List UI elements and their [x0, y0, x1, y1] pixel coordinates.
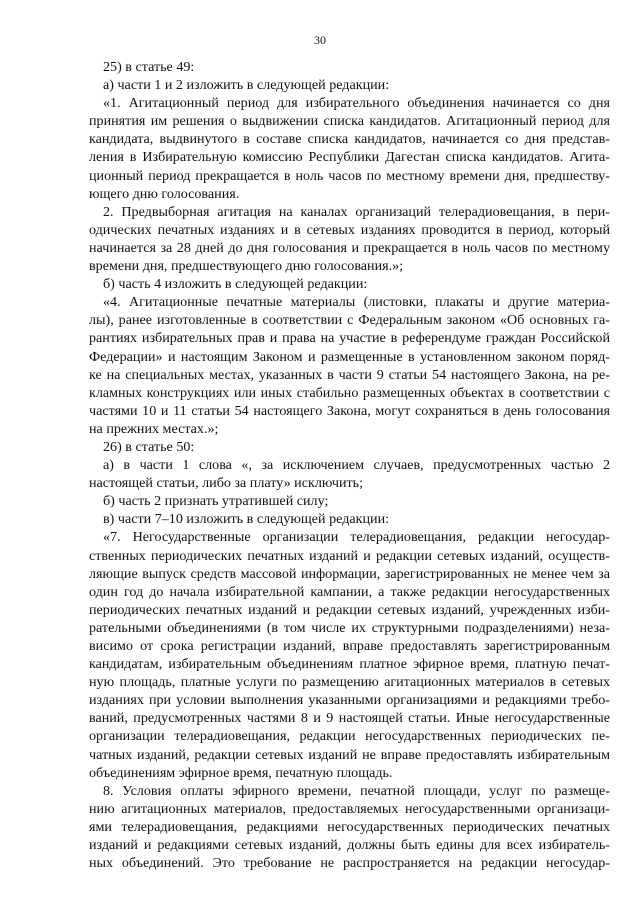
- text-line: в) части 7–10 изложить в следующей редакции:: [103, 511, 390, 528]
- text-line: а) части 1 и 2 изложить в следующей редакции:: [103, 77, 390, 94]
- text-line: кламных конструкциях или иных стабильно размещенных объектах в соответствии с: [89, 384, 610, 401]
- text-line: ваний, предусмотренных частями 8 и 9 настоящей статьи. Иные негосударственные: [89, 710, 610, 727]
- text-line: настоящей статьи, либо за плату» исключить;: [89, 475, 363, 492]
- text-line: ющего дню голосования.: [89, 185, 240, 202]
- text-line: 2. Предвыборная агитация на каналах организаций телерадиовещания, в пери-: [103, 203, 610, 220]
- text-line: 25) в статье 49:: [103, 59, 195, 75]
- text-line: нию агитационных материалов, предоставляемых негосударственными организаци-: [89, 800, 610, 817]
- text-line: ную площадь, платные услуги по размещению агитационных материалов в сетевых: [89, 674, 610, 691]
- text-line: времени дня, предшествующего дню голосования.»;: [89, 258, 404, 275]
- text-line: а) в части 1 слова «, за исключением случаев, предусмотренных частью 2: [103, 457, 610, 474]
- text-line: рантиях избирательных прав и права на участие в референдуме граждан Российской: [89, 330, 610, 347]
- text-line: чатных изданий, редакции сетевых изданий не вправе предоставлять избирательным: [89, 746, 610, 763]
- text-line: периодических печатных изданий и редакции сетевых изданий, учрежденных изби-: [89, 601, 610, 618]
- text-line: ляющие выпуск средств массовой информации, зарегистрированных не менее чем за: [89, 565, 610, 582]
- text-line: ных объединений. Это требование не распространяется на редакции негосудар-: [89, 855, 610, 872]
- page-number: 30: [314, 33, 326, 47]
- text-line: ями телерадиовещания, редакциями негосударственных периодических печатных: [89, 818, 610, 835]
- text-line: «4. Агитационные печатные материалы (листовки, плакаты и другие материа-: [103, 294, 610, 311]
- text-line: изданиях при условии выполнения указанными организациями и редакциями требо-: [89, 692, 610, 709]
- text-line: ционный период прекращается в ноль часов по местному времени дня, предшеству-: [89, 167, 610, 184]
- text-line: 8. Условия оплаты эфирного времени, печатной площади, услуг по размеще-: [103, 782, 610, 799]
- text-line: на прежних местах.»;: [89, 420, 219, 437]
- text-line: объединениям эфирное время, печатную площадь.: [89, 764, 393, 781]
- text-line: частями 10 и 11 статьи 54 настоящего Закона, могут сохраняться в день голосования: [89, 402, 610, 419]
- text-line: кандидатам, избирательным объединениям платное эфирное время, платную печат-: [89, 656, 610, 673]
- text-line: ственных периодических печатных изданий и редакции сетевых изданий, осуществ-: [89, 547, 610, 564]
- document-body: [89, 58, 610, 872]
- text-line: кандидата, выдвинутого в составе списка кандидатов, начинается со дня представ-: [89, 131, 610, 148]
- text-line: принятия им решения о выдвижении списка кандидатов. Агитационный период для: [89, 113, 610, 130]
- text-line: изданий и редакциями сетевых изданий, должны быть едины для всех избиратель-: [89, 837, 610, 854]
- text-line: ления в Избирательную комиссию Республики Дагестан списка кандидатов. Агита-: [89, 149, 610, 166]
- text-line: один год до начала избирательной кампании, а также редакции негосударственных: [89, 583, 610, 600]
- text-line: ке на специальных местах, указанных в части 9 статьи 54 настоящего Закона, на ре-: [89, 366, 610, 383]
- text-line: 26) в статье 50:: [103, 438, 195, 455]
- text-line: б) часть 4 изложить в следующей редакции:: [103, 276, 368, 293]
- text-line: организации телерадиовещания, редакции негосударственных периодических пе-: [89, 728, 610, 745]
- text-line: «1. Агитационный период для избирательного объединения начинается со дня: [103, 95, 610, 112]
- text-line: рательными объединениями (в том числе их структурными подразделениями) неза-: [89, 619, 610, 636]
- text-line: «7. Негосударственные организации телерадиовещания, редакции негосудар-: [103, 529, 610, 546]
- text-line: лы), ранее изготовленные в соответствии с Федеральным законом «Об основных га-: [89, 312, 610, 329]
- text-line: б) часть 2 признать утратившей силу;: [103, 493, 329, 510]
- text-line: Федерации» и настоящим Законом и размещенные в установленном законом поряд-: [89, 348, 610, 365]
- text-line: начинается за 28 дней до дня голосования и прекращается в ноль часов по местному: [89, 239, 610, 256]
- text-line: одических печатных изданиях и в сетевых изданиях проводится в период, который: [89, 221, 610, 238]
- text-line: висимо от срока регистрации изданий, вправе предоставлять зарегистрированным: [89, 638, 610, 654]
